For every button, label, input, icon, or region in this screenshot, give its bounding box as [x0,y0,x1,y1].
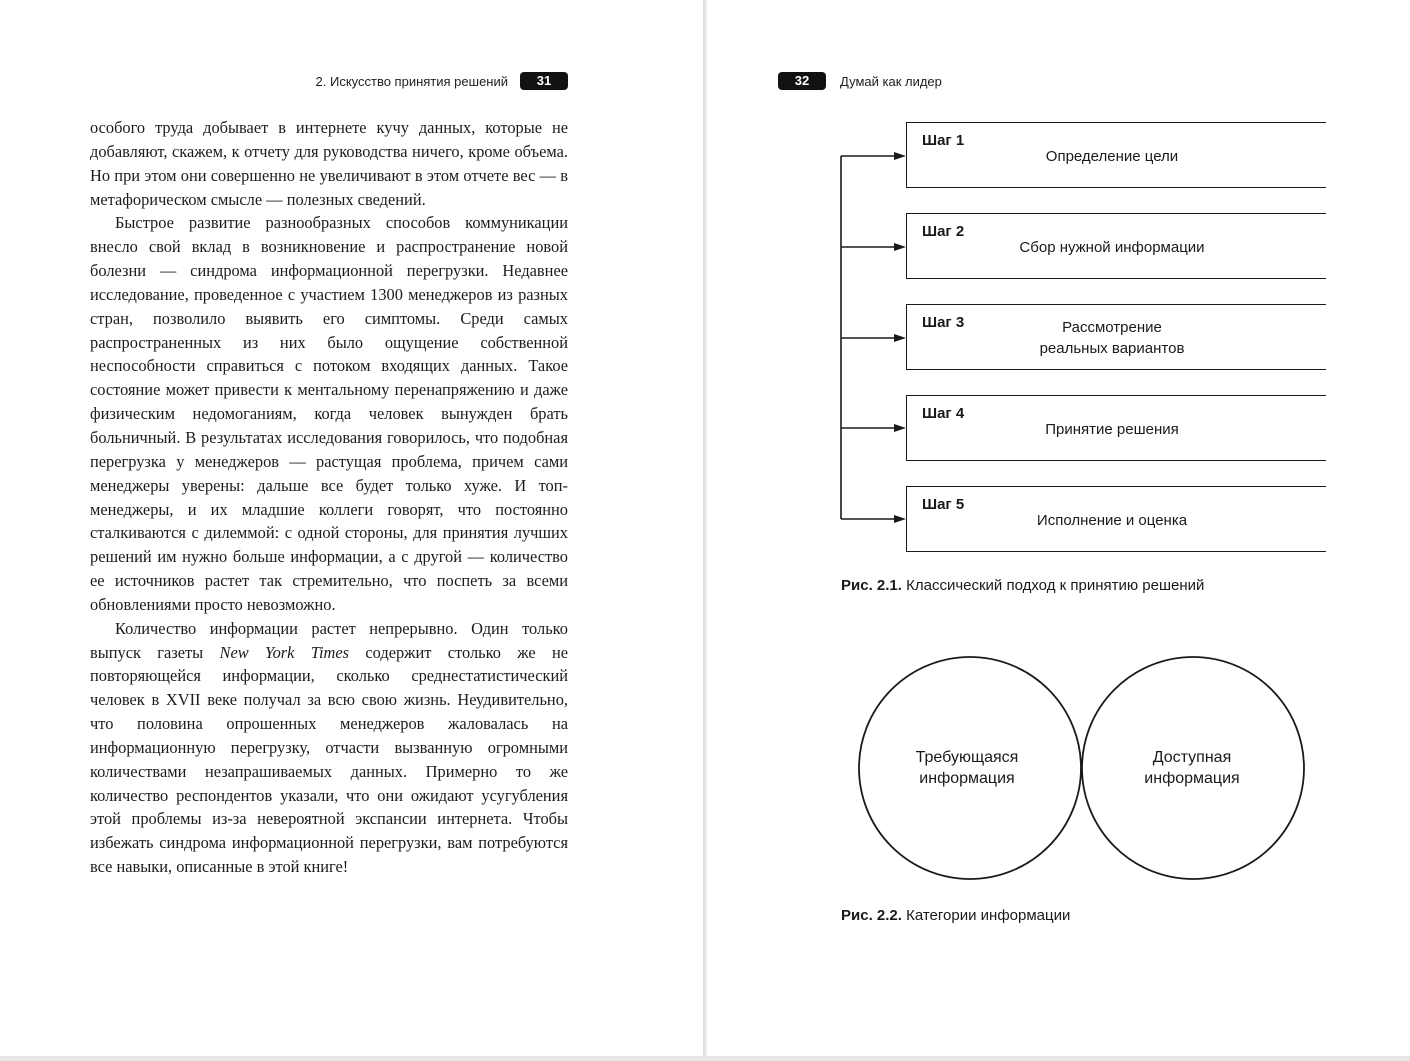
step-text: Рассмотрение реальных вариантов [1039,319,1185,357]
right-page [707,0,1410,1061]
figure-venn-diagram [847,638,1317,898]
paragraph-1: особого труда добывает в интернете кучу данных, которые не добавляют, скажем, к отчету для руководства ничего, кроме объема. Но при этом они совершенно не увеличивают в этом отчете вес — в метафорическом смысле — полезных сведений. [90,118,568,209]
step-box-1 [906,122,1326,188]
left-chapter-title: 2. Искусство принятия решений [315,73,508,89]
step-text: Определение цели [1045,148,1179,165]
bottom-edge [0,1056,1410,1061]
newspaper-title: New York Times [219,642,350,662]
paragraph-3-end: содержит столько же не повторяющейся информации, сколько среднестатистический человек в XVII веке получал за всю свою жизнь. Неудивительно, что половина опрошенных менеджеров жаловалась на информационную перегрузку, отчасти вызванную огромными количествами незапрашиваемых данных. Примерно то же количество респондентов указали, что они ожидают усугубления этой проблемы из-за невероятной экспансии интернета. Чтобы избежать синдрома информационной перегрузки, вам потребуются все навыки, описанные в этой книге! [90,642,568,877]
figure-2-caption-prefix: Рис. 2.2. [841,907,902,924]
arrow-step-5 [841,515,906,523]
left-body-text [90,116,568,879]
venn-right-label: Доступная информация [1144,749,1240,787]
arrow-step-3 [841,334,906,342]
figure-1-caption [841,577,1204,594]
steps-connector [827,118,917,538]
arrow-step-1 [841,152,906,160]
left-page-number: 31 [520,72,568,90]
right-running-head [778,72,942,90]
step-label: Шаг 1 [922,132,965,149]
figure-decision-steps [827,118,1410,568]
figure-2-caption [841,907,1070,924]
step-label: Шаг 2 [922,223,965,240]
right-page-number: 32 [778,72,826,90]
step-label: Шаг 4 [922,405,965,422]
book-title: Думай как лидер [840,73,942,89]
arrow-step-4 [841,424,906,432]
step-box-2 [906,213,1326,279]
left-running-head [316,72,568,90]
left-page [0,0,703,1061]
arrow-step-2 [841,243,906,251]
step-box-5 [906,486,1326,552]
figure-1-caption-text: Классический подход к принятию решений [906,577,1205,594]
step-text: Принятие решения [1045,421,1179,438]
venn-left-label: Требующаяся информация [915,749,1019,787]
paragraph-2: Быстрое развитие разнообразных способов коммуникации внесло свой вклад в возникновение и распространение новой болезни — синдрома информационной перегрузки. Недавнее исследование, проведенное с участием 1300 менеджеров из разных стран, позволило выявить его симптомы. Среди самых распространенных из них было ощущение собственной неспособности справиться с потоком входящих данных. Такое состояние может привести к ментальному перенапряжению и даже физическим недомоганиям, когда человек вынужден брать больничный. В результатах исследования говорилось, что подобная перегрузка у менеджеров — растущая проблема, причем сами менеджеры уверены: дальше все будет только хуже. И топ-менеджеры, и их младшие коллеги говорят, что постоянно сталкиваются с дилеммой: с одной стороны, для принятия лучших решений им нужно больше информации, а с другой — количество ее источников растет так стремительно, что поспеть за всеми обновлениями просто невозможно. [90,213,568,614]
step-box-4 [906,395,1326,461]
step-label: Шаг 3 [922,314,965,331]
step-text: Сбор нужной информации [1019,239,1205,256]
figure-1-caption-prefix: Рис. 2.1. [841,577,902,594]
step-box-3 [906,304,1326,370]
paragraph-3-start: Количество информации растет непрерывно. Один только выпуск газеты [90,618,568,662]
step-label: Шаг 5 [922,496,965,513]
figure-2-caption-text: Категории информации [906,907,1071,924]
step-text: Исполнение и оценка [1036,512,1188,529]
paragraph-3 [90,617,568,879]
